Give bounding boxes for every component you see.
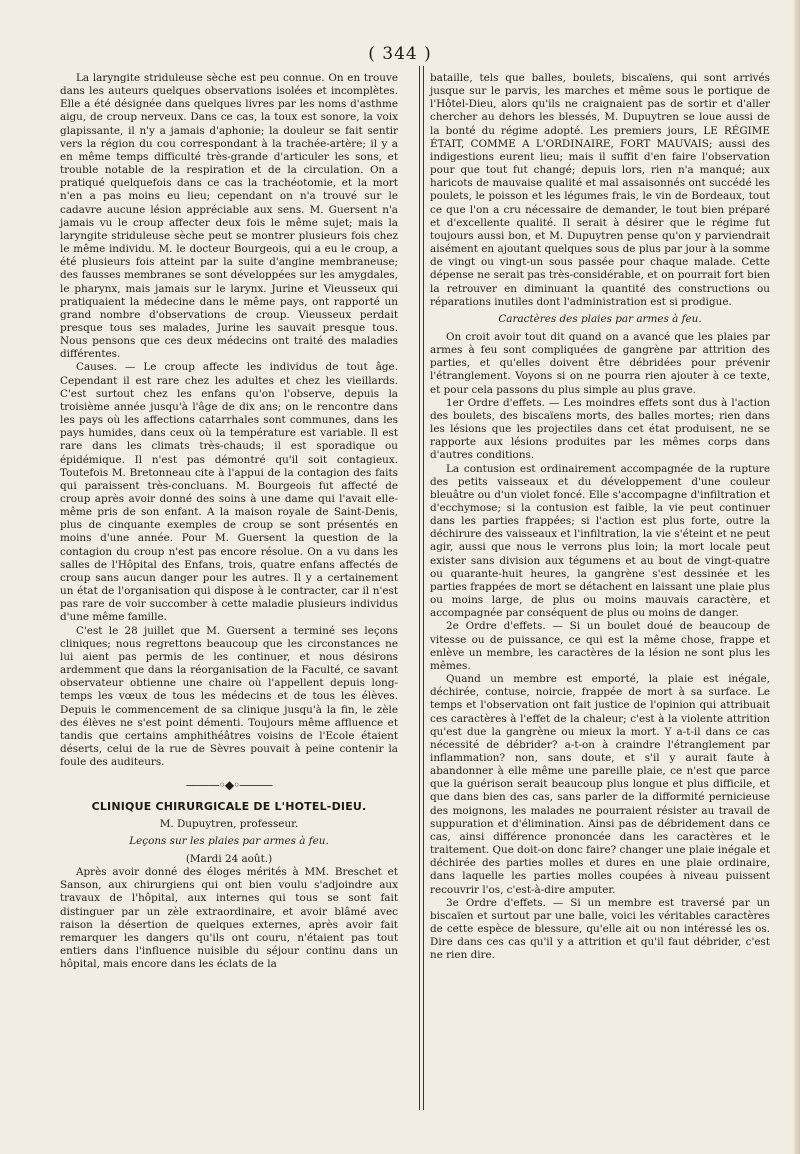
right-column bbox=[430, 72, 770, 962]
section-heading: CLINIQUE CHIRURGICALE DE L'HOTEL-DIEU. bbox=[91, 800, 367, 814]
professor-line: M. Dupuytren, professeur. bbox=[159, 817, 299, 830]
left-column bbox=[60, 72, 398, 971]
paragraph-ordre-1: 1er Ordre d'effets. — Les moindres effets sont dus à l'action des boulets, des biscaïens morts, des balles mortes; rien dans les lésions que les projectiles dans cet état produisent, ne se rapporte aux lésions produites par les mêmes corps dans d'autres conditions. bbox=[430, 396, 770, 462]
page-edge bbox=[794, 0, 800, 1154]
lesson-date: (Mardi 24 août.) bbox=[185, 852, 273, 865]
paragraph: C'est le 28 juillet que M. Guersent a terminé ses leçons cliniques; nous regrettons beaucoup que les circonstances ne lui aient pas permis de les continuer, et nous désirons ardemment que dans la réorganisation de la Faculté, ce savant observateur obtienne une chaire où l'appellent depuis long-temps les vœux de tous les médecins et de tous les élèves. Depuis le commencement de sa clinique jusqu'à la fin, le zèle des élèves ne s'est point démenti. Toujours même affluence et tandis que certains amphithéâtres voisins de l'Ecole étaient déserts, celui de la rue de Sèvres pouvait à peine contenir la foule des auditeurs. bbox=[60, 624, 398, 769]
paragraph: La contusion est ordinairement accompagnée de la rupture des petits vaisseaux et du développement d'une couleur bleuâtre ou d'un violet foncé. Elle s'accompagne d'infiltration et d'ecchymose; si la contusion est faible, la vie peut continuer dans les parties frappées; si l'action est plus forte, outre la déchirure des vaisseaux et l'infiltration, la vie s'éteint et ne peut agir, aussi que nous le verrons plus loin; la mort locale peut exister sans division aux tégumens et au bout de vingt-quatre ou quarante-huit heures, la gangrène s'est dessinée et les parties frappées de mort se détachent en laissant une plaie plus ou moins large, de plus ou moins mauvais caractère, et accompagnée par conséquent de plus ou moins de danger. bbox=[430, 462, 770, 620]
page-number: ( 344 ) bbox=[368, 44, 432, 64]
paragraph: On croit avoir tout dit quand on a avancé que les plaies par armes à feu sont compliquées de gangrène par attrition des parties, et qu'elles doivent être débridées pour prévenir l'étranglement. Voyons si on ne pourra rien ajouter à ce texte, et pour cela passons du plus simple au plus grave. bbox=[430, 330, 770, 396]
ornament-divider: ———◦◆◦——— bbox=[185, 778, 273, 793]
lesson-title: Leçons sur les plaies par armes à feu. bbox=[129, 834, 329, 847]
paragraph-ordre-2: 2e Ordre d'effets. — Si un boulet doué de beaucoup de vitesse ou de puissance, ce qui est la même chose, frappe et enlève un membre, les caractères de la lésion ne sont plus les mêmes. bbox=[430, 620, 770, 672]
paragraph-continued: bataille, tels que balles, boulets, biscaïens, qui sont arrivés jusque sur le parvis, les marches et même sous le portique de l'Hôtel-Dieu, alors qu'ils ne craignaient pas de sortir et d'aller chercher au dehors les blessés, M. Dupuytren se loue aussi de la bonté du régime adopté. Les premiers jours, LE RÉGIME ÉTAIT, COMME A L'ORDINAIRE, FORT MAUVAIS; aussi des indigestions eurent lieu; mais il suffit d'en faire l'observation pour que tout fut changé; depuis lors, rien n'a manqué; aux haricots de mauvaise qualité et mal assaisonnés ont succédé les poulets, le poisson et les légumes frais, le vin de Bordeaux, tout ce que l'on a cru nécessaire de demander, le tout bien préparé et d'excellente qualité. Il serait à désirer que le régime fut toujours aussi bon, et M. Dupuytren pense qu'on y parviendrait aisément en ajoutant quelques sous de plus par jour à la somme de vingt ou vingt-un sous passée pour chaque malade. Cette dépense ne serait pas très-considérable, et on pourrait fort bien la retrouver en diminuant la quantité des constructions ou réparations inutiles dont l'administration est si prodigue. bbox=[430, 72, 770, 308]
paragraph: La laryngite striduleuse sèche est peu connue. On en trouve dans les auteurs quelques observations isolées et incomplètes. Elle a été désignée dans quelques livres par les noms d'asthme aigu, de croup nerveux. Dans ce cas, la toux est sonore, la voix glapissante, il n'y a jamais d'aphonie; la douleur se fait sentir vers la région du cou correspondant à la trachée-artère; il y a en même temps difficulté très-grande d'articuler les sons, et trouble notable de la respiration et de la circulation. On a pratiqué quelquefois dans ce cas la trachéotomie, et la mort n'en a pas moins eu lieu; cependant on n'a trouvé sur le cadavre aucune lésion appréciable aux sens. M. Guersent n'a jamais vu le croup affecter deux fois le même sujet; mais la laryngite striduleuse sèche peut se montrer plusieurs fois chez le même individu. M. le docteur Bourgeois, qui a eu le croup, a été plusieurs fois atteint par la suite d'angine membraneuse; des fausses membranes se sont développées sur les amygdales, le pharynx, mais jamais sur le larynx. Jurine et Vieusseux qui pratiquaient la médecine dans le même pays, ont rapporté un grand nombre d'observations de croup. Vieusseux perdait presque tous ses malades, Jurine les sauvait presque tous. Nous pensons que ces deux médecins ont traité des maladies différentes. bbox=[60, 72, 398, 361]
subsection-title: Caractères des plaies par armes à feu. bbox=[498, 312, 702, 325]
paragraph: Quand un membre est emporté, la plaie est inégale, déchirée, contuse, noircie, frappée de mort à sa surface. Le temps et l'observation ont fait justice de l'opinion qui attribuait ces caractères à l'effet de la chaleur; c'est à la violente attrition qu'est due la gangrène ou mieux la mort. Y a-t-il dans ce cas nécessité de débrider? a-t-on à craindre l'étranglement par inflammation? non, sans doute, et s'il y aurait faute à abandonner à elle même une pareille plaie, ce n'est que parce que la guérison serait beaucoup plus longue et plus difficile, et que dans bien des cas, sans parler de la difformité pernicieuse des moignons, les malades ne pourraient résister au travail de suppuration et d'élimination. Ainsi pas de débridement dans ce cas, ainsi différence prononcée dans les caractères et le traitement. Que doit-on donc faire? changer une plaie inégale et déchirée des parties molles et dures en une plaie ordinaire, dans laquelle les parties molles coupées à niveau puissent recouvrir l'os, c'est-à-dire amputer. bbox=[430, 673, 770, 896]
column-rule bbox=[419, 66, 424, 1110]
paragraph: Après avoir donné des éloges mérités à MM. Breschet et Sanson, aux chirurgiens qui ont bien voulu s'adjoindre aux travaux de l'hôpital, aux internes qui tous se sont fait distinguer par un zèle extraordinaire, et avoir blâmé avec raison la désertion de quelques externes, après avoir fait remarquer les dangers qu'ils ont couru, n'étaient pas tout entiers dans l'influence nuisible du séjour continu dans un hôpital, mais encore dans les éclats de la bbox=[60, 866, 398, 971]
paragraph-ordre-3: 3e Ordre d'effets. — Si un membre est traversé par un biscaïen et surtout par une balle, voici les véritables caractères de cette espèce de blessure, qu'elle ait ou non intéressé les os. Dire dans ces cas qu'il y a attrition et qu'il faut débrider, c'est ne rien dire. bbox=[430, 896, 770, 962]
paragraph-causes: Causes. — Le croup affecte les individus de tout âge. Cependant il est rare chez les adultes et chez les vieillards. C'est surtout chez les enfans qu'on l'observe, depuis la troisième année jusqu'à l'âge de dix ans; on le rencontre dans les pays où les affections catarrhales sont communes, dans les pays humides, dans ceux où la température est variable. Il est rare dans les climats très-chauds; il est sporadique ou épidémique. Il n'est pas démontré qu'il soit contagieux. Toutefois M. Bretonneau cite à l'appui de la contagion des faits qui paraissent très-concluans. M. Bourgeois fut affecté de croup après avoir donné des soins à une dame qui l'avait elle-même pris de son enfant. A la maison royale de Saint-Denis, plus de cinquante exemples de croup se sont présentés en moins d'une année. Pour M. Guersent la question de la contagion du croup n'est pas encore résolue. On a vu dans les salles de l'Hôpital des Enfans, trois, quatre enfans affectés de croup sans aucun danger pour les autres. Il y a certainement un état de l'organisation qui dispose à le contracter, car il n'est pas rare de voir succomber à cette maladie plusieurs individus d'une même famille. bbox=[60, 361, 398, 624]
